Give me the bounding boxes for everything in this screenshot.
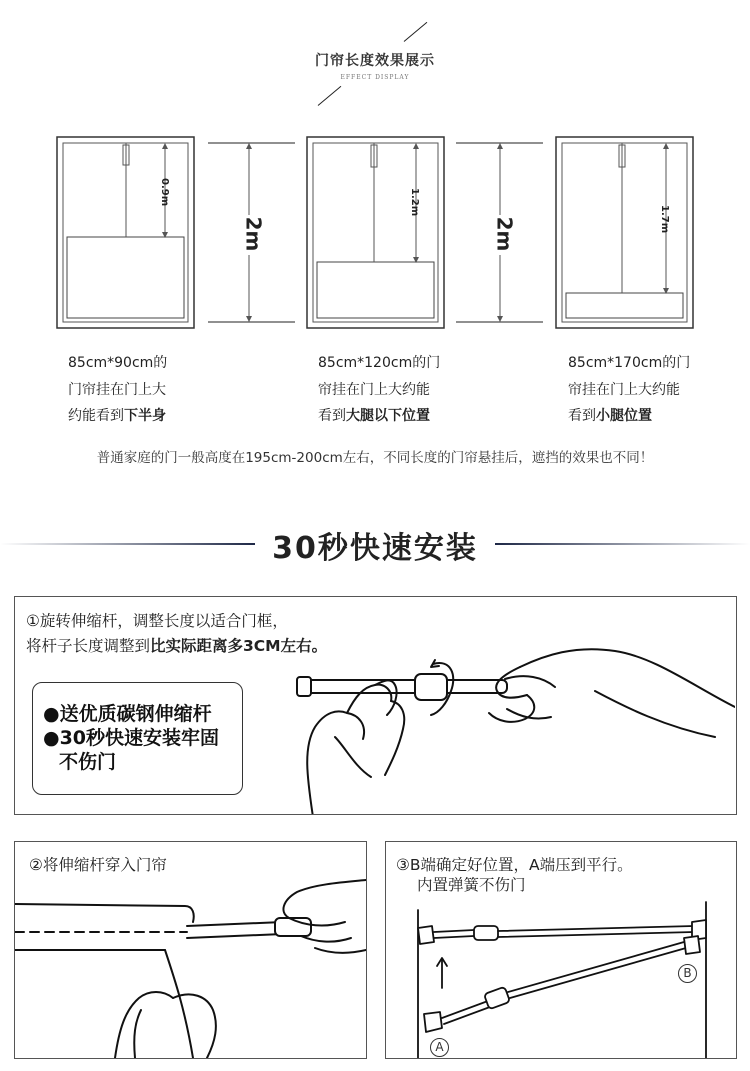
measure-label-3: 1.7m	[659, 205, 670, 234]
feature-item-nodamage: 不伤门	[59, 751, 117, 773]
door-height-label-1: 2m	[241, 216, 266, 252]
measure-label-2: 1.2m	[409, 188, 420, 217]
step3-panel	[385, 841, 737, 1059]
section-subtitle-effect: EFFECT DISPLAY	[340, 74, 410, 81]
rod-through-curtain-illustration	[15, 870, 366, 1058]
caption-door-1: 85cm*90cm的 门帘挂在门上大 约能看到下半身	[68, 355, 168, 424]
caption-door-2: 85cm*120cm的门 帘挂在门上大约能 看到大腿以下位置	[318, 355, 441, 424]
step1-instruction-line1: ①旋转伸缩杆，调整长度以适合门框，	[26, 612, 288, 630]
step1-panel	[14, 596, 737, 815]
step3-instruction-line1: ③B端确定好位置，A端压到平行。	[396, 856, 633, 874]
caption-door-3: 85cm*170cm的门 帘挂在门上大约能 看到小腿位置	[568, 355, 691, 424]
label-end-a: A	[430, 1038, 449, 1057]
step2-panel	[14, 841, 367, 1059]
door-height-note: 普通家庭的门一般高度在195cm-200cm左右，不同长度的门帘悬挂后，遮挡的效果也不同！	[96, 450, 654, 466]
door-frame-1	[57, 137, 194, 328]
step1-instruction-line2: 将杆子长度调整到比实际距离多3CM左右。	[26, 637, 328, 655]
feature-item-install: ●30秒快速安装牢固	[43, 727, 220, 749]
door-frame-2	[307, 137, 444, 328]
feature-callout	[32, 682, 243, 795]
door-frame-3	[556, 137, 693, 328]
section-title-effect: 门帘长度效果展示	[315, 53, 435, 69]
door-height-label-2: 2m	[492, 216, 517, 252]
hands-twisting-rod-illustration	[275, 617, 735, 814]
section-title-install: 30秒快速安装	[272, 531, 478, 566]
rod-installation-illustration	[386, 842, 736, 1058]
measure-label-1: 0.9m	[159, 178, 170, 207]
feature-item-rod: ●送优质碳钢伸缩杆	[43, 703, 212, 725]
label-end-b: B	[678, 964, 697, 983]
door-diagrams	[0, 0, 750, 340]
step3-instruction-line2: 内置弹簧不伤门	[417, 876, 526, 894]
section-divider-right	[495, 543, 750, 545]
step2-instruction: ②将伸缩杆穿入门帘	[29, 856, 167, 874]
